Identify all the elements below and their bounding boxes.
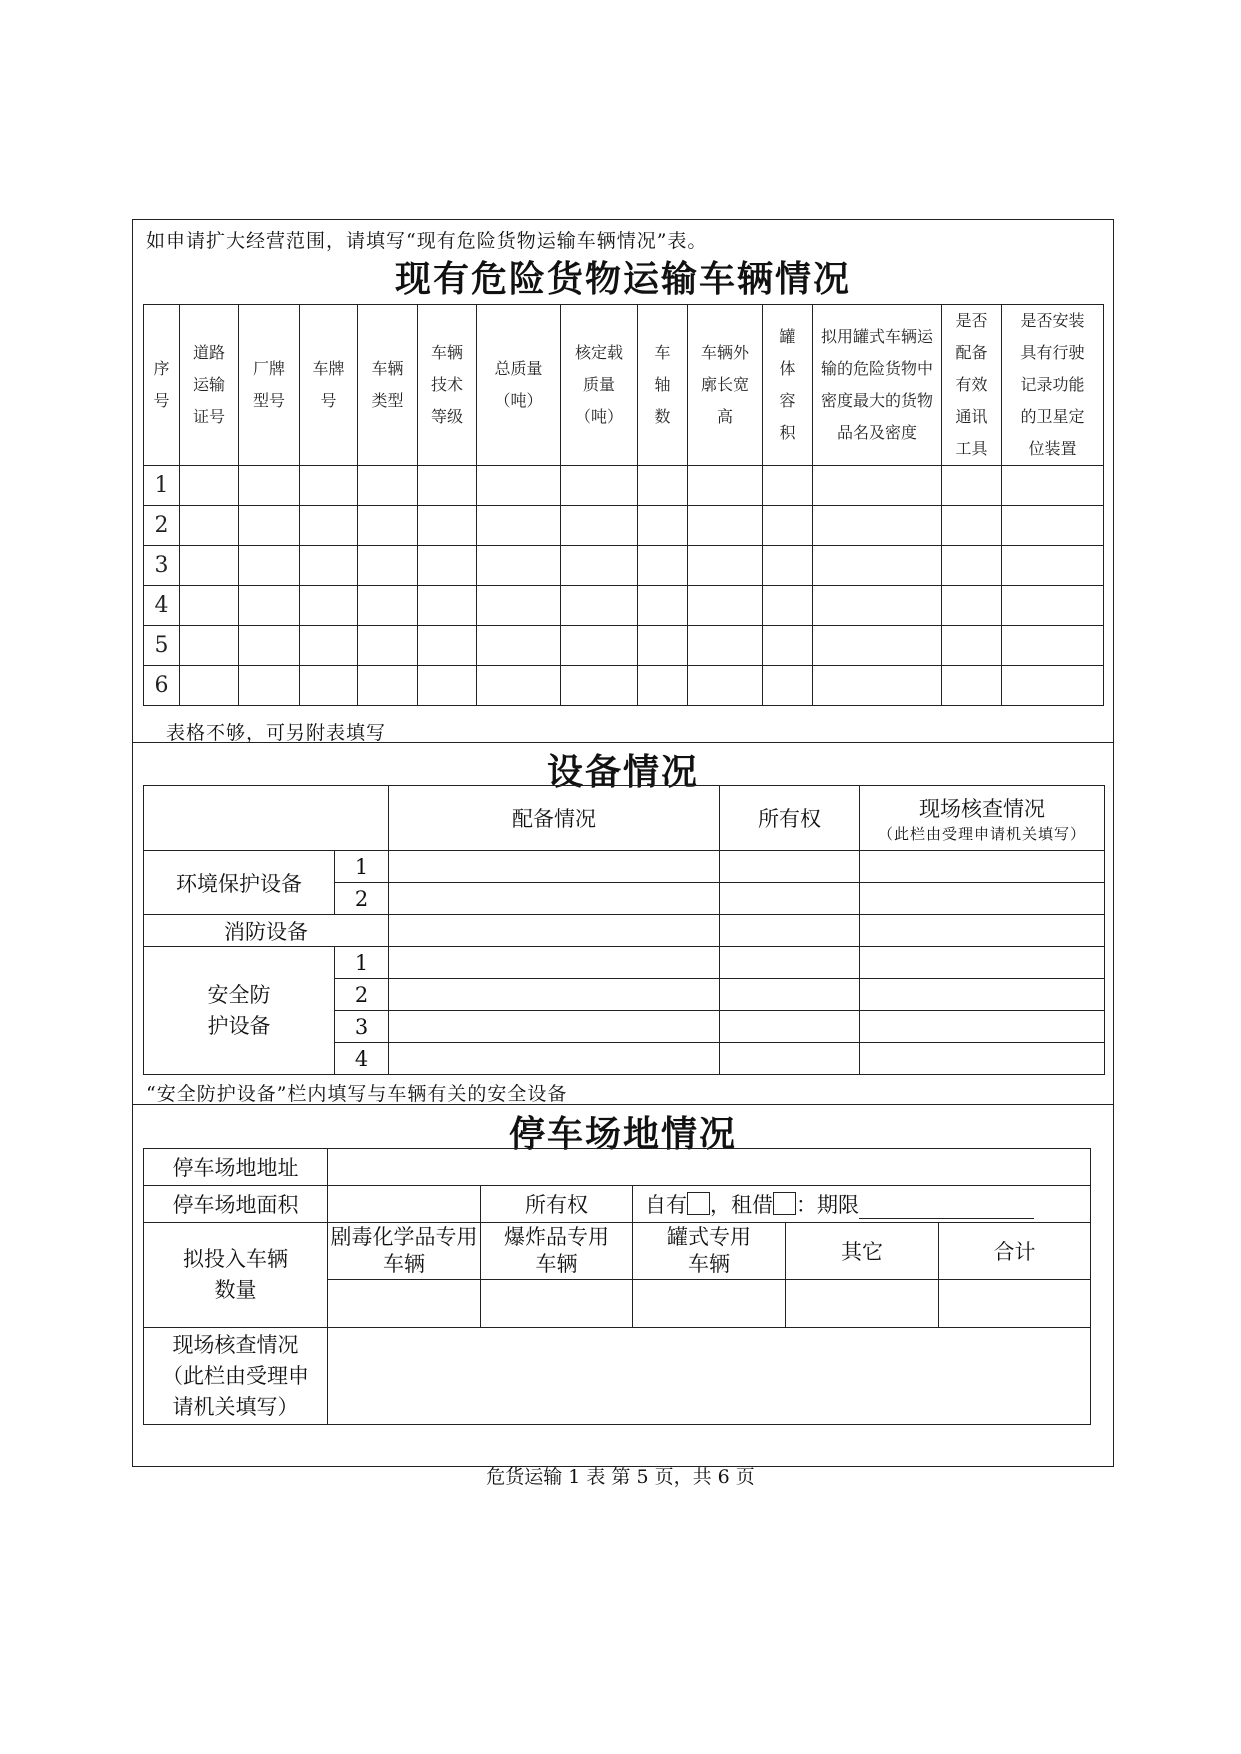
input-cell[interactable] [638, 506, 688, 546]
own-label: 自有 [645, 1193, 687, 1217]
input-cell[interactable] [860, 947, 1105, 979]
table-row [144, 851, 1105, 883]
row-number: 2 [144, 506, 180, 546]
input-cell[interactable] [813, 546, 942, 586]
col-inspection-sub: （此栏由受理申请机关填写） [877, 824, 1086, 843]
input-cell[interactable] [942, 586, 1002, 626]
own-checkbox[interactable] [687, 1192, 710, 1215]
row-number: 3 [144, 546, 180, 586]
input-cell[interactable] [720, 979, 860, 1011]
row-number: 1 [335, 947, 389, 979]
section-divider [132, 1104, 1114, 1105]
header-cell: 厂牌型号 [239, 305, 300, 466]
row-number: 4 [144, 586, 180, 626]
input-cell[interactable] [561, 586, 638, 626]
input-cell[interactable] [561, 626, 638, 666]
input-cell[interactable] [239, 506, 300, 546]
input-cell[interactable] [358, 666, 418, 706]
input-cell[interactable] [180, 546, 239, 586]
table-row [144, 1149, 1091, 1186]
table-row [144, 586, 1104, 626]
input-cell[interactable] [389, 1011, 720, 1043]
col-other: 其它 [786, 1223, 939, 1280]
ownership-options [633, 1186, 1091, 1223]
header-cell: 道路运输证号 [180, 305, 239, 466]
header-cell: 是否安装具有行驶记录功能的卫星定位装置 [1002, 305, 1104, 466]
table-row [144, 466, 1104, 506]
input-cell[interactable] [688, 586, 763, 626]
input-cell[interactable] [180, 666, 239, 706]
input-cell[interactable] [688, 506, 763, 546]
input-cell[interactable] [239, 466, 300, 506]
table-row [144, 947, 1105, 979]
input-cell[interactable] [180, 506, 239, 546]
input-cell[interactable] [720, 947, 860, 979]
input-cell[interactable] [239, 586, 300, 626]
input-cell[interactable] [1002, 506, 1104, 546]
input-cell[interactable] [1002, 666, 1104, 706]
table-row [144, 546, 1104, 586]
input-cell[interactable] [786, 1280, 939, 1328]
equipment-table [143, 785, 1105, 1075]
input-cell[interactable] [389, 947, 720, 979]
input-cell[interactable] [688, 626, 763, 666]
input-cell[interactable] [477, 506, 561, 546]
input-cell[interactable] [763, 626, 813, 666]
input-cell[interactable] [763, 506, 813, 546]
input-cell[interactable] [300, 586, 358, 626]
header-cell: 核定载质量（吨） [561, 305, 638, 466]
input-cell[interactable] [942, 506, 1002, 546]
input-cell[interactable] [860, 883, 1105, 915]
input-cell[interactable] [358, 506, 418, 546]
input-cell[interactable] [418, 466, 477, 506]
input-cell[interactable] [638, 666, 688, 706]
input-cell[interactable] [477, 626, 561, 666]
rent-label: ，租借 [710, 1193, 773, 1217]
input-cell[interactable] [358, 546, 418, 586]
safety-label: 安全防护设备 [144, 947, 335, 1075]
input-cell[interactable] [389, 979, 720, 1011]
input-cell[interactable] [481, 1280, 633, 1328]
table-row [144, 1186, 1091, 1223]
row-number: 5 [144, 626, 180, 666]
col-ownership: 所有权 [720, 786, 860, 851]
input-cell[interactable] [561, 666, 638, 706]
input-cell[interactable] [720, 915, 860, 947]
input-cell[interactable] [763, 466, 813, 506]
input-cell[interactable] [720, 851, 860, 883]
header-cell: 车辆外廓长宽高 [688, 305, 763, 466]
input-cell[interactable] [418, 666, 477, 706]
equipment-title: 设备情况 [546, 752, 699, 793]
header-cell: 序号 [144, 305, 180, 466]
parking-table [143, 1148, 1091, 1425]
input-cell[interactable] [813, 466, 942, 506]
input-cell[interactable] [813, 586, 942, 626]
input-cell[interactable] [1002, 466, 1104, 506]
term-label: ：期限 [796, 1193, 859, 1217]
inspection-input[interactable] [328, 1328, 1091, 1425]
input-cell[interactable] [418, 546, 477, 586]
input-cell[interactable] [720, 1011, 860, 1043]
input-cell[interactable] [720, 1043, 860, 1075]
section-divider [132, 742, 1114, 743]
header-cell: 车牌号 [300, 305, 358, 466]
input-cell[interactable] [942, 666, 1002, 706]
input-cell[interactable] [763, 546, 813, 586]
col-inspection [860, 786, 1105, 851]
page-footer: 危货运输 1 表 第 5 页，共 6 页 [486, 1466, 755, 1488]
input-cell[interactable] [860, 1011, 1105, 1043]
input-cell[interactable] [942, 466, 1002, 506]
input-cell[interactable] [860, 1043, 1105, 1075]
table-row [144, 915, 1105, 947]
input-cell[interactable] [477, 466, 561, 506]
row-number: 1 [144, 466, 180, 506]
input-cell[interactable] [688, 466, 763, 506]
input-cell[interactable] [477, 586, 561, 626]
table-row [144, 1223, 1091, 1280]
input-cell[interactable] [418, 506, 477, 546]
row-number: 2 [335, 979, 389, 1011]
table-row [144, 666, 1104, 706]
row-number: 4 [335, 1043, 389, 1075]
table-row [144, 506, 1104, 546]
input-cell[interactable] [389, 915, 720, 947]
input-cell[interactable] [328, 1280, 481, 1328]
input-cell[interactable] [561, 466, 638, 506]
address-label: 停车场地地址 [144, 1149, 328, 1186]
vehicles-header-row [144, 305, 1104, 466]
input-cell[interactable] [1002, 586, 1104, 626]
table-row [144, 1328, 1091, 1425]
input-cell[interactable] [939, 1280, 1091, 1328]
input-cell[interactable] [763, 666, 813, 706]
col-toxic: 剧毒化学品专用车辆 [328, 1223, 481, 1280]
input-cell[interactable] [688, 666, 763, 706]
equipment-header-row [144, 786, 1105, 851]
input-cell[interactable] [239, 626, 300, 666]
input-cell[interactable] [300, 626, 358, 666]
vehicles-title: 现有危险货物运输车辆情况 [394, 259, 851, 300]
header-cell: 总质量（吨） [477, 305, 561, 466]
input-cell[interactable] [942, 626, 1002, 666]
col-peibei: 配备情况 [389, 786, 720, 851]
input-cell[interactable] [763, 586, 813, 626]
planned-label: 拟投入车辆数量 [144, 1223, 328, 1328]
header-cell: 是否配备有效通讯工具 [942, 305, 1002, 466]
row-number: 6 [144, 666, 180, 706]
area-input[interactable] [328, 1186, 481, 1223]
col-tank: 罐式专用车辆 [633, 1223, 786, 1280]
header-cell: 车辆类型 [358, 305, 418, 466]
input-cell[interactable] [358, 586, 418, 626]
input-cell[interactable] [239, 666, 300, 706]
input-cell[interactable] [638, 626, 688, 666]
address-input[interactable] [328, 1149, 1091, 1186]
ownership-label: 所有权 [481, 1186, 633, 1223]
input-cell[interactable] [300, 466, 358, 506]
input-cell[interactable] [813, 626, 942, 666]
input-cell[interactable] [561, 546, 638, 586]
input-cell[interactable] [720, 883, 860, 915]
input-cell[interactable] [300, 506, 358, 546]
input-cell[interactable] [860, 979, 1105, 1011]
equipment-note: “安全防护设备”栏内填写与车辆有关的安全设备 [146, 1083, 568, 1105]
header-cell: 罐体容积 [763, 305, 813, 466]
input-cell[interactable] [418, 586, 477, 626]
input-cell[interactable] [813, 666, 942, 706]
input-cell[interactable] [688, 546, 763, 586]
input-cell[interactable] [561, 506, 638, 546]
input-cell[interactable] [942, 546, 1002, 586]
input-cell[interactable] [389, 851, 720, 883]
input-cell[interactable] [860, 915, 1105, 947]
col-explosive: 爆炸品专用车辆 [481, 1223, 633, 1280]
vehicles-table-note: 表格不够，可另附表填写 [166, 722, 387, 744]
inspection-label: 现场核查情况（此栏由受理申请机关填写） [144, 1328, 328, 1425]
input-cell[interactable] [813, 506, 942, 546]
row-number: 2 [335, 883, 389, 915]
header-cell: 车辆技术等级 [418, 305, 477, 466]
input-cell[interactable] [300, 546, 358, 586]
input-cell[interactable] [860, 851, 1105, 883]
input-cell[interactable] [638, 586, 688, 626]
input-cell[interactable] [477, 546, 561, 586]
term-input[interactable] [859, 1196, 1034, 1219]
env-label: 环境保护设备 [144, 851, 335, 915]
header-cell: 车轴数 [638, 305, 688, 466]
col-total: 合计 [939, 1223, 1091, 1280]
header-cell: 拟用罐式车辆运输的危险货物中密度最大的货物品名及密度 [813, 305, 942, 466]
row-number: 3 [335, 1011, 389, 1043]
input-cell[interactable] [300, 666, 358, 706]
input-cell[interactable] [239, 546, 300, 586]
fire-label: 消防设备 [144, 915, 389, 947]
expand-scope-note: 如申请扩大经营范围，请填写“现有危险货物运输车辆情况”表。 [146, 230, 708, 252]
input-cell[interactable] [418, 626, 477, 666]
input-cell[interactable] [180, 626, 239, 666]
input-cell[interactable] [358, 626, 418, 666]
input-cell[interactable] [633, 1280, 786, 1328]
table-row [144, 626, 1104, 666]
row-number: 1 [335, 851, 389, 883]
parking-title: 停车场地情况 [508, 1114, 737, 1155]
rent-checkbox[interactable] [773, 1192, 796, 1215]
input-cell[interactable] [180, 466, 239, 506]
input-cell[interactable] [1002, 546, 1104, 586]
input-cell[interactable] [477, 666, 561, 706]
input-cell[interactable] [389, 1043, 720, 1075]
input-cell[interactable] [389, 883, 720, 915]
vehicles-table [143, 304, 1104, 706]
input-cell[interactable] [358, 466, 418, 506]
input-cell[interactable] [1002, 626, 1104, 666]
input-cell[interactable] [638, 546, 688, 586]
area-label: 停车场地面积 [144, 1186, 328, 1223]
blank-header-cell [144, 786, 389, 851]
col-inspection-label: 现场核查情况 [919, 796, 1045, 821]
input-cell[interactable] [180, 586, 239, 626]
input-cell[interactable] [638, 466, 688, 506]
